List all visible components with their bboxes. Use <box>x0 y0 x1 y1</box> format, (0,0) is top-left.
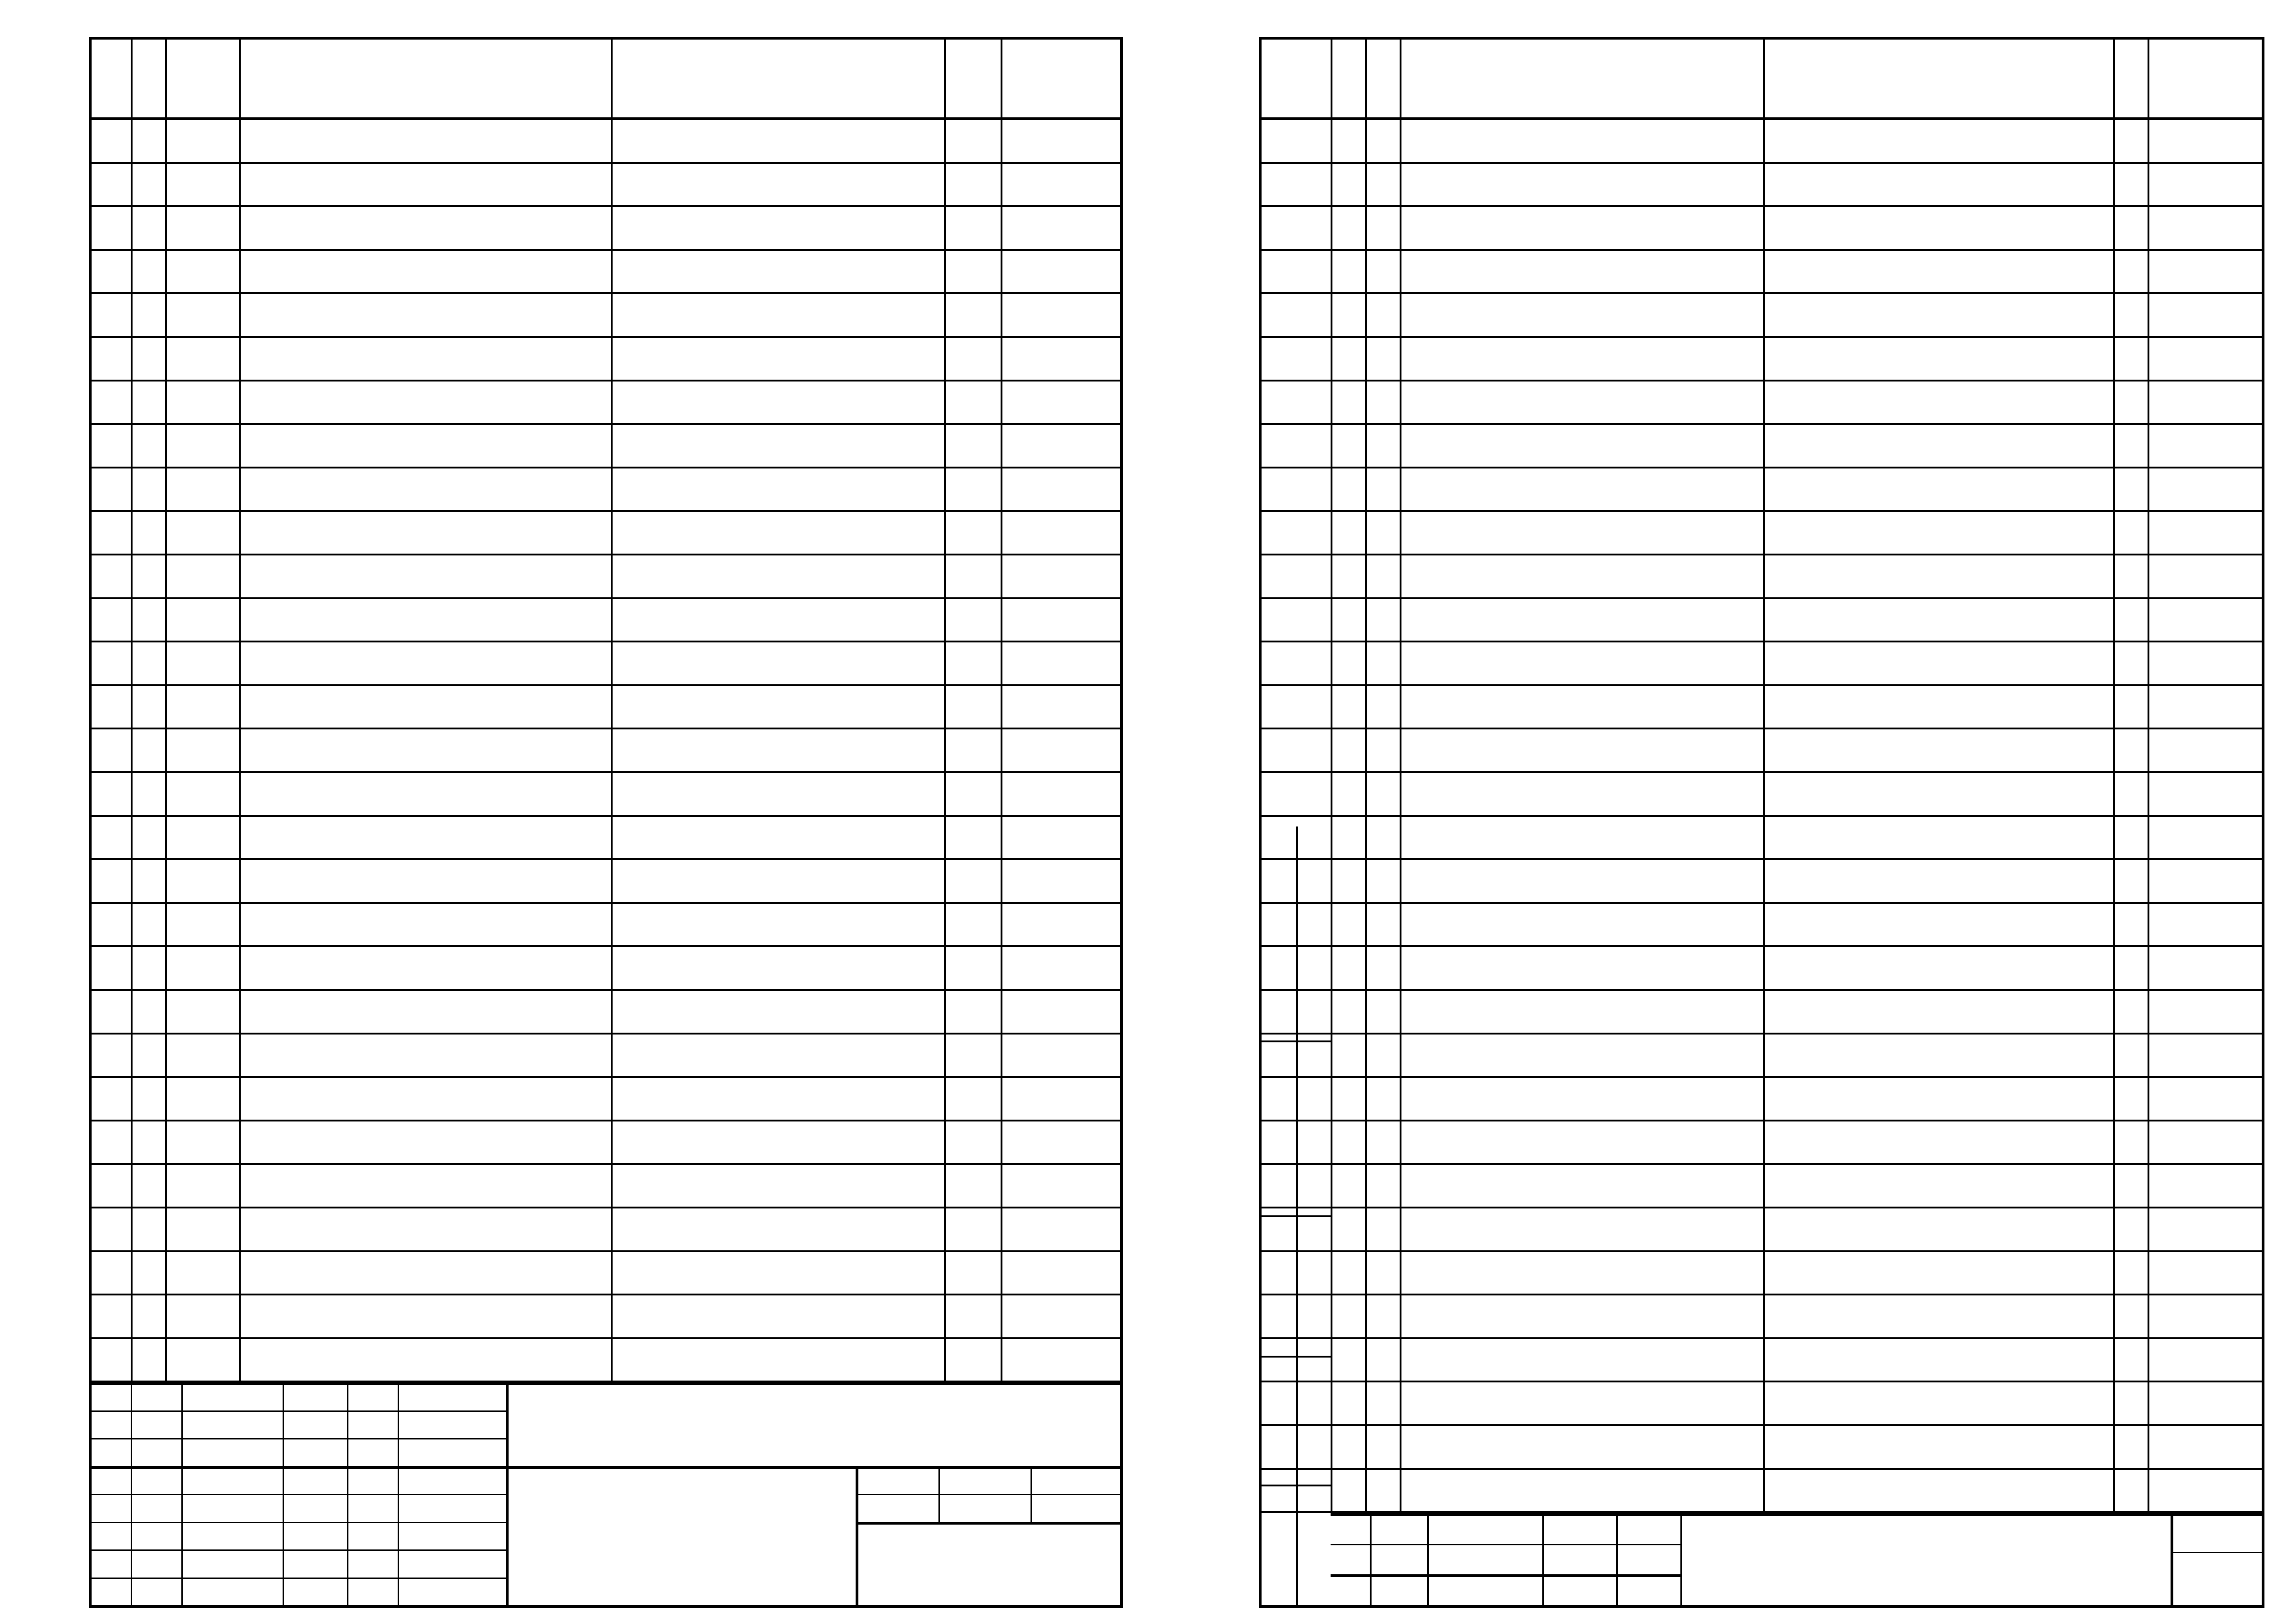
table-row <box>1262 729 2262 773</box>
position-cell <box>1365 164 1400 208</box>
quantity-cell <box>2113 1121 2148 1165</box>
format-cell <box>93 599 133 643</box>
stamp-line <box>1331 1544 1680 1545</box>
stamp-line <box>2171 1552 2262 1553</box>
position-cell <box>1365 120 1400 164</box>
quantity-cell <box>2113 686 2148 730</box>
table-row <box>92 817 1120 861</box>
column-divider <box>1001 40 1002 1382</box>
column-divider <box>2113 40 2115 1513</box>
column-divider <box>131 40 133 1382</box>
table-row <box>1262 947 2262 991</box>
stamp-line <box>92 1522 506 1523</box>
stamp-title <box>506 1466 856 1605</box>
format-cell <box>93 468 133 512</box>
table-row <box>1262 1121 2262 1165</box>
position-cell <box>165 1165 239 1208</box>
position-cell <box>1365 904 1400 948</box>
format-cell <box>93 729 133 773</box>
stamp-col-line <box>938 1466 940 1522</box>
right-sheet <box>1259 37 2264 1608</box>
quantity-cell <box>944 468 1001 512</box>
format-cell <box>93 991 133 1035</box>
name-cell <box>611 251 944 295</box>
table-row <box>1262 1252 2262 1296</box>
column-divider <box>1763 40 1765 1513</box>
stamp-line <box>92 1410 506 1412</box>
quantity-cell <box>2113 1208 2148 1252</box>
quantity-cell <box>2113 1165 2148 1208</box>
position-cell <box>1365 1382 1400 1426</box>
position-cell <box>165 599 239 643</box>
stamp-line <box>856 1494 1120 1495</box>
position-cell <box>1365 1426 1400 1470</box>
stamp-col-line <box>347 1382 348 1605</box>
position-cell <box>165 947 239 991</box>
quantity-cell <box>944 425 1001 468</box>
quantity-cell <box>2113 991 2148 1035</box>
quantity-cell <box>2113 1382 2148 1426</box>
stamp-line <box>1331 1574 1680 1577</box>
format-cell <box>93 251 133 295</box>
table-row <box>1262 512 2262 555</box>
position-cell <box>1365 729 1400 773</box>
position-cell <box>165 1208 239 1252</box>
table-row <box>92 381 1120 425</box>
header-divider <box>1262 40 2262 120</box>
stamp-line <box>92 1438 506 1439</box>
position-cell <box>1365 686 1400 730</box>
stamp-col-line <box>398 1382 399 1605</box>
section-title <box>611 338 944 381</box>
column-divider <box>239 40 241 1382</box>
table-row <box>92 338 1120 381</box>
table-row <box>92 251 1120 295</box>
quantity-cell <box>2113 1470 2148 1514</box>
quantity-cell <box>944 729 1001 773</box>
table-row <box>1262 1339 2262 1383</box>
format-cell <box>93 904 133 948</box>
quantity-cell <box>944 904 1001 948</box>
table-row <box>1262 991 2262 1035</box>
stamp-col-line <box>1542 1513 1544 1605</box>
table-row <box>1262 1208 2262 1252</box>
name-cell <box>1763 425 2113 468</box>
document-code <box>1680 1513 2171 1605</box>
column-divider <box>944 40 946 1382</box>
quantity-cell <box>2113 207 2148 251</box>
quantity-cell <box>944 1165 1001 1208</box>
format-cell <box>93 555 133 599</box>
stamp-col-line <box>2171 1513 2173 1605</box>
column-divider <box>2148 40 2149 1513</box>
quantity-cell <box>2113 1339 2148 1383</box>
table-row <box>92 207 1120 251</box>
table-row <box>1262 251 2262 295</box>
position-cell <box>1365 947 1400 991</box>
format-cell <box>93 642 133 686</box>
name-cell <box>1763 1078 2113 1121</box>
position-cell <box>165 904 239 948</box>
position-cell <box>165 468 239 512</box>
quantity-cell <box>2113 599 2148 643</box>
table-row <box>1262 555 2262 599</box>
side-line <box>1262 1040 1331 1042</box>
variant-title <box>1763 381 2113 425</box>
stamp-col-line <box>131 1382 132 1605</box>
position-cell <box>1365 642 1400 686</box>
table-row <box>1262 817 2262 861</box>
position-cell <box>1365 1208 1400 1252</box>
section-title <box>611 817 944 861</box>
column-divider <box>165 40 167 1382</box>
table-row <box>1262 207 2262 251</box>
table-row <box>1262 904 2262 948</box>
side-line <box>1262 1485 1331 1486</box>
table-row <box>1262 860 2262 904</box>
organization <box>856 1522 1120 1605</box>
column-divider <box>1400 40 1401 1513</box>
format-cell <box>93 425 133 468</box>
table-row <box>1262 120 2262 164</box>
quantity-cell <box>944 1252 1001 1296</box>
table-row <box>1262 686 2262 730</box>
stamp-col-line <box>1031 1466 1032 1522</box>
quantity-cell <box>2113 904 2148 948</box>
table-row <box>92 773 1120 817</box>
position-cell <box>165 1339 239 1383</box>
table-row <box>92 1078 1120 1121</box>
quantity-cell <box>2113 642 2148 686</box>
position-cell <box>165 425 239 468</box>
section-title <box>611 164 944 208</box>
table-row <box>92 1035 1120 1078</box>
section-title <box>611 1078 944 1121</box>
quantity-cell <box>944 947 1001 991</box>
table-row <box>1262 1165 2262 1208</box>
format-cell <box>93 686 133 730</box>
table-row <box>1262 773 2262 817</box>
column-divider <box>1331 40 1332 1513</box>
position-cell <box>1365 207 1400 251</box>
quantity-cell <box>944 991 1001 1035</box>
position-cell <box>165 642 239 686</box>
quantity-cell <box>2113 729 2148 773</box>
quantity-cell <box>2113 120 2148 164</box>
left-sheet <box>89 37 1123 1608</box>
side-line <box>1262 1356 1331 1358</box>
position-cell <box>1365 1339 1400 1383</box>
format-cell <box>93 512 133 555</box>
position-cell <box>1365 1165 1400 1208</box>
quantity-cell <box>2113 164 2148 208</box>
column-divider <box>611 40 613 1382</box>
table-row <box>1262 1382 2262 1426</box>
table-row <box>92 860 1120 904</box>
quantity-cell <box>944 599 1001 643</box>
section-title <box>1763 338 2113 381</box>
position-cell <box>165 991 239 1035</box>
table-row <box>1262 599 2262 643</box>
position-cell <box>165 555 239 599</box>
header-divider <box>92 40 1120 120</box>
section-title <box>1763 294 2113 338</box>
stamp-line <box>92 1578 506 1579</box>
position-cell <box>165 1252 239 1296</box>
stamp-col-line <box>283 1382 284 1605</box>
quantity-cell <box>944 1295 1001 1339</box>
quantity-cell <box>944 1339 1001 1383</box>
side-line <box>1262 1215 1331 1217</box>
stamp-line <box>92 1549 506 1551</box>
position-cell <box>165 512 239 555</box>
stamp-col-line <box>181 1382 183 1605</box>
variant-title <box>1763 1035 2113 1078</box>
quantity-cell <box>944 512 1001 555</box>
table-row <box>92 120 1120 164</box>
stamp-col-line <box>1616 1513 1618 1605</box>
table-row <box>1262 1426 2262 1470</box>
table-row <box>1262 642 2262 686</box>
document-code <box>506 1382 1120 1466</box>
format-cell <box>93 947 133 991</box>
table-row <box>92 294 1120 338</box>
table-row <box>1262 1470 2262 1514</box>
position-cell <box>1365 1121 1400 1165</box>
stamp-col-line <box>1427 1513 1429 1605</box>
quantity-cell <box>944 555 1001 599</box>
quantity-cell <box>944 1208 1001 1252</box>
position-cell <box>165 686 239 730</box>
stamp-line <box>92 1466 506 1469</box>
stamp-line <box>92 1494 506 1495</box>
stamp-col-line <box>1370 1513 1372 1605</box>
quantity-cell <box>944 642 1001 686</box>
table-row <box>1262 468 2262 512</box>
position-cell <box>1365 468 1400 512</box>
table-row <box>1262 1295 2262 1339</box>
table-row <box>1262 164 2262 208</box>
table-row <box>92 1121 1120 1165</box>
column-divider <box>1365 40 1367 1513</box>
table-row <box>92 164 1120 208</box>
quantity-cell <box>944 686 1001 730</box>
position-cell <box>165 729 239 773</box>
position-cell <box>165 1295 239 1339</box>
